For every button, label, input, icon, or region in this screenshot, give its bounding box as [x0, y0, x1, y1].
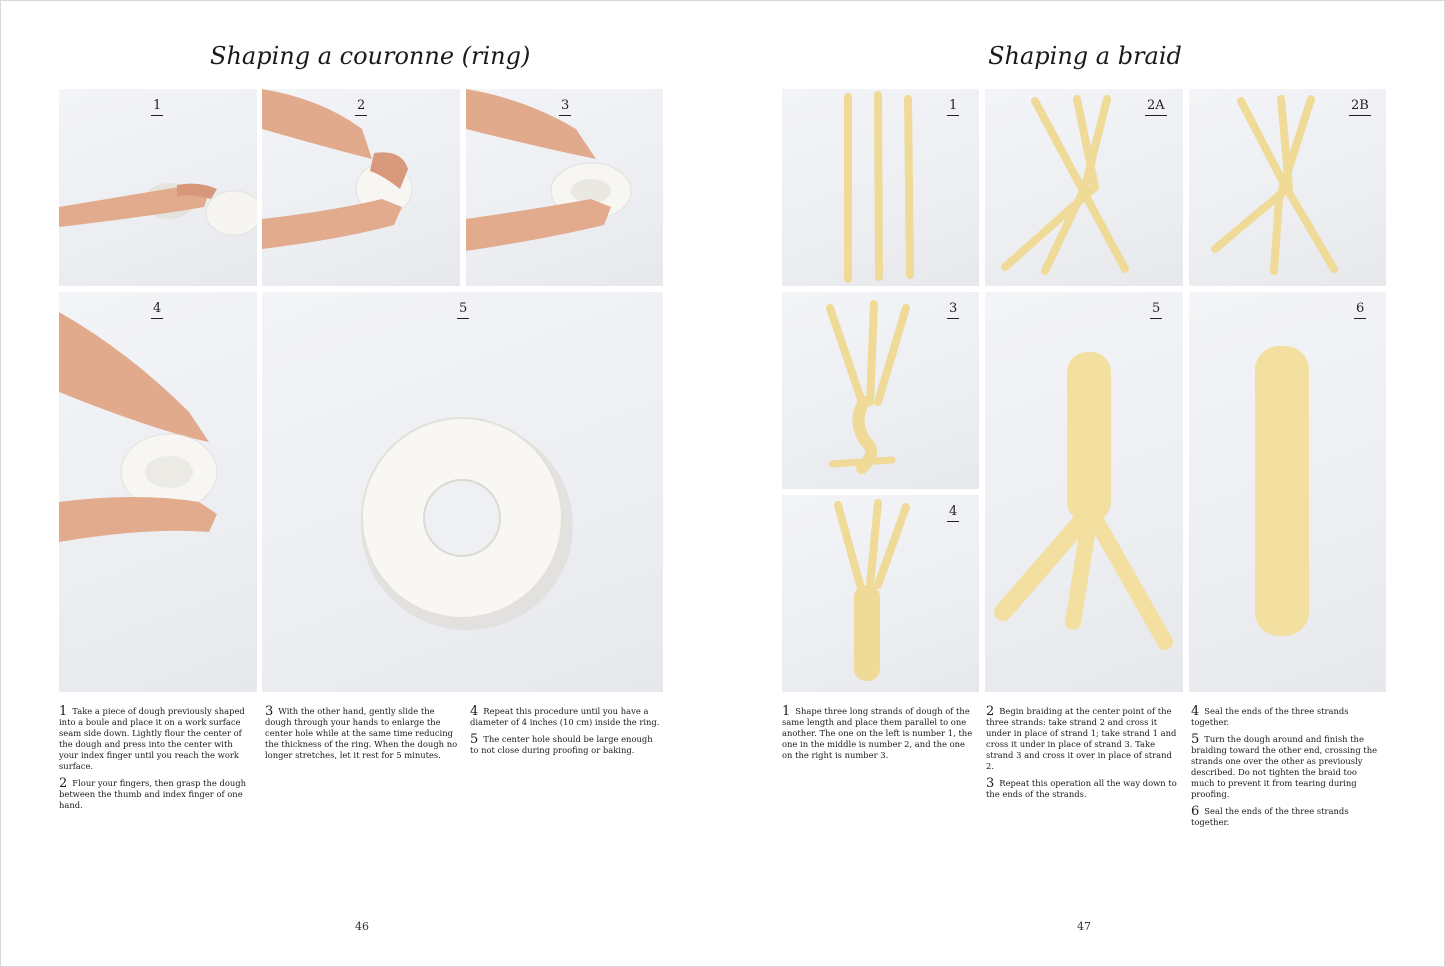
page-title-ring: Shaping a couronne (ring) [210, 42, 531, 70]
braid-step-3-illustration [782, 292, 979, 489]
photo-label: 5 [457, 302, 469, 319]
photo-label: 2 [355, 99, 367, 116]
photo-braid-step-1 [782, 89, 979, 286]
step: 1 Take a piece of dough previously shaped into a boule and place it on a work surface seam side down. Lightly flour the center of the dough and press into the center with your index finger until you reach the work surface. [59, 704, 245, 771]
step: 4 Seal the ends of the three strands together. [1191, 704, 1349, 727]
photo-ring-step-1 [59, 89, 257, 286]
braid-step-2a-illustration [985, 89, 1183, 286]
step: 3 With the other hand, gently slide the dough through your hands to enlarge the center hole while at the same time reducing the thickness of the ring. When the dough no longer stretches, let it rest for 5 minutes. [265, 704, 458, 760]
braid-step-2b-illustration [1189, 89, 1386, 286]
page-number-left: 46 [355, 920, 369, 933]
photo-ring-step-5 [262, 292, 663, 692]
photo-braid-step-2b [1189, 89, 1386, 286]
page-number-right: 47 [1077, 920, 1091, 933]
ring-steps-col-3 [470, 706, 660, 762]
ring-step-2-illustration [262, 89, 460, 286]
photo-ring-step-3 [466, 89, 663, 286]
ring-step-1-illustration [59, 89, 257, 286]
step: 5 The center hole should be large enough to not close during proofing or baking. [470, 732, 653, 755]
braid-steps-col-1 [782, 706, 977, 767]
photo-braid-step-2a [985, 89, 1183, 286]
ring-steps-col-2 [265, 706, 460, 767]
photo-ring-step-2 [262, 89, 460, 286]
step: 4 Repeat this procedure until you have a diameter of 4 inches (10 cm) inside the ring. [470, 704, 660, 727]
step: 3 Repeat this operation all the way down to the ends of the strands. [986, 776, 1177, 799]
photo-label: 3 [947, 302, 959, 319]
step: 2 Begin braiding at the center point of the three strands: take strand 2 and cross it under in place of strand 1; take strand 1 and cross it under in place of strand 3. Take strand 3 and cross it over in place of strand 2. [986, 704, 1177, 771]
braid-step-1-illustration [782, 89, 979, 286]
page-title-braid: Shaping a braid [988, 42, 1182, 70]
photo-braid-step-3 [782, 292, 979, 489]
photo-label: 5 [1150, 302, 1162, 319]
ring-step-5-illustration [262, 292, 663, 692]
braid-step-4-illustration [782, 495, 979, 692]
ring-step-4-illustration [59, 292, 257, 692]
step: 1 Shape three long strands of dough of the same length and place them parallel to one another. The one on the left is number 1, the one in the middle is number 2, and the one on the right is number 3. [782, 704, 973, 760]
step: 2 Flour your fingers, then grasp the dough between the thumb and index finger of one hand. [59, 776, 247, 810]
photo-label: 2B [1349, 99, 1371, 116]
braid-step-6-illustration [1189, 292, 1386, 692]
photo-ring-step-4 [59, 292, 257, 692]
photo-braid-step-6 [1189, 292, 1386, 692]
photo-label: 2A [1145, 99, 1167, 116]
braid-steps-col-3 [1191, 706, 1383, 834]
photo-braid-step-4 [782, 495, 979, 692]
photo-label: 4 [947, 505, 959, 522]
photo-braid-step-5 [985, 292, 1183, 692]
step: 6 Seal the ends of the three strands together. [1191, 804, 1349, 827]
braid-step-5-illustration [985, 292, 1183, 692]
ring-step-3-illustration [466, 89, 663, 286]
photo-label: 1 [151, 99, 163, 116]
ring-steps-col-1 [59, 706, 254, 817]
photo-label: 6 [1354, 302, 1366, 319]
photo-label: 4 [151, 302, 163, 319]
braid-steps-col-2 [986, 706, 1181, 806]
photo-label: 3 [559, 99, 571, 116]
step: 5 Turn the dough around and finish the braiding toward the other end, crossing the strands one over the other as previously described. Do not tighten the braid too much to prevent it from tearing during proofing. [1191, 732, 1378, 799]
photo-label: 1 [947, 99, 959, 116]
